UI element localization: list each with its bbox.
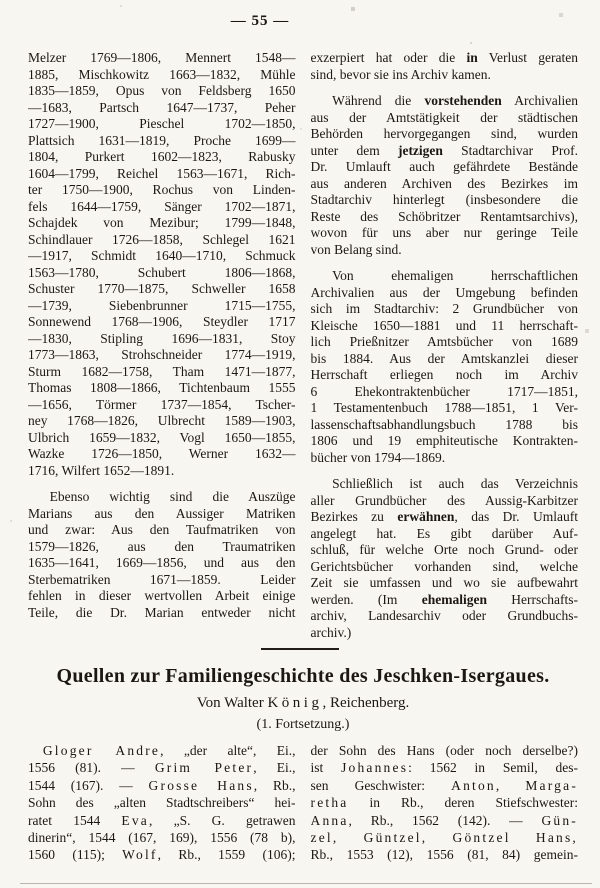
text-line: Schließlich ist auch das Verzeichnis: [332, 476, 578, 491]
text-line: werden. (Im ehemaligen Herrschafts-: [310, 591, 578, 607]
text-line: Wazke 1726—1850, Werner 1632—: [28, 446, 296, 461]
text-line: 1806 und 19 emphiteutische Kontrakten-: [310, 433, 578, 448]
text-line: 1 Testamentenbuch 1788—1851, 1 Ver-: [310, 400, 578, 415]
text-line: fehlen in dieser wertvollen Arbeit einige: [28, 588, 296, 603]
text-line: Schajdek von Mezibur; 1799—1848,: [28, 215, 296, 230]
text-line: retha in Rb., deren Stiefschwester:: [310, 795, 578, 811]
text-line: Ebenso wichtig sind die Auszüge: [49, 489, 296, 504]
text-line: —1683, Partsch 1647—1737, Peher: [28, 99, 296, 115]
text-line: ney 1768—1826, Ulbrecht 1589—1903,: [28, 413, 296, 428]
text-line: Marians aus den Aussiger Matriken: [28, 505, 296, 521]
text-line: 1885, Mischkowitz 1663—1832, Mühle: [28, 66, 296, 82]
text-line: 1604—1799, Reichel 1563—1671, Rich-: [28, 165, 296, 181]
text-line: Kleische 1650—1881 und 11 herrschaft-: [310, 317, 578, 333]
text-line: und zwar: Aus den Taufmatriken von: [28, 522, 296, 537]
byline-author: König: [267, 695, 323, 711]
top-article-columns: [28, 50, 578, 641]
text-line: sen Geschwister: Anton, Marga-: [310, 777, 578, 793]
paragraph: [311, 268, 579, 466]
text-line: Gerichtsbücher vorhanden sind, welche: [310, 558, 578, 574]
page-number: — 55 —: [230, 13, 290, 29]
continuation-note: (1. Fortsetzung.): [256, 717, 350, 732]
text-line: ist Johannes: 1562 in Semil, des-: [310, 760, 578, 776]
paragraph: [311, 50, 579, 83]
text-line: Archivalien aus der Umgebung befinden: [310, 284, 578, 300]
text-line: Dr. Umlauft auch gefährdete Bestände: [310, 159, 578, 174]
text-line: der Sohn des Hans (oder noch derselbe?): [310, 743, 578, 758]
scan-edge-line: [20, 883, 592, 884]
article-title: Quellen zur Familiengeschichte des Jeschken-Isergaues.: [56, 665, 550, 687]
text-line: Sohn des „alten Stadtschreibers“ hei-: [28, 795, 296, 811]
text-line: fels 1644—1759, Sänger 1702—1871,: [28, 198, 296, 214]
text-line: dinerin“, 1544 (167, 169), 1556 (78 b),: [28, 829, 296, 845]
paragraph: [311, 93, 579, 258]
text-line: 1773—1863, Strohschneider 1774—1919,: [28, 347, 296, 362]
text-line: Schindlauer 1726—1858, Schlegel 1621: [28, 231, 296, 247]
text-line: Ulbrich 1659—1832, Vogl 1650—1855,: [28, 429, 296, 445]
text-line: Behörden hervorgegangen sind, wurden: [310, 126, 578, 141]
text-line: 1804, Purkert 1602—1823, Rabusky: [28, 149, 296, 164]
text-line: —1739, Siebenbrunner 1715—1755,: [28, 297, 296, 313]
text-line: archiv.): [310, 624, 352, 640]
top-left-column: [28, 50, 296, 641]
text-line: —1830, Stipling 1696—1831, Stoy: [28, 330, 296, 346]
text-line: wovon für uns aber nur geringe Teile: [310, 225, 578, 240]
text-line: Thomas 1808—1866, Tichtenbaum 1555: [28, 380, 296, 395]
byline-suffix: , Reichenberg.: [322, 695, 410, 711]
text-line: sind, bevor sie ins Archiv kamen.: [310, 66, 491, 82]
text-line: 1716, Wilfert 1652—1891.: [28, 462, 175, 478]
text-line: aller Grundbücher des Aussig-Karbitzer: [310, 492, 578, 508]
text-line: schluß, für welche Orte noch Grund- oder: [310, 542, 578, 557]
text-line: Stadtarchiv hinterlegt (insbesondere die: [310, 192, 578, 207]
text-line: lassenschaftsabhandlungsbuch 1788 bis: [310, 416, 578, 432]
text-line: angelegt hat. Es gibt darüber Auf-: [310, 525, 578, 541]
article-byline: [28, 694, 578, 712]
text-line: aus der Amtstätigkeit der städtischen: [310, 109, 578, 125]
text-line: ter 1750—1900, Rochus von Linden-: [28, 182, 296, 197]
text-line: Sonnewend 1768—1906, Steydler 1717: [28, 314, 296, 329]
paragraph: [28, 742, 296, 864]
text-line: 6 Ehekontraktenbücher 1717—1851,: [310, 383, 578, 399]
text-line: ratet 1544 Eva, „S. G. getrawen: [28, 812, 296, 828]
text-line: unter dem jetzigen Stadtarchivar Prof.: [310, 142, 578, 158]
text-line: 1544 (167). — Grosse Hans, Rb.,: [28, 777, 296, 793]
paragraph: [311, 742, 579, 864]
text-line: Während die vorstehenden Archivalien: [332, 93, 578, 108]
text-line: archiv, Landesarchiv oder Grundbuchs-: [310, 608, 578, 623]
text-line: Melzer 1769—1806, Mennert 1548—: [28, 50, 296, 65]
text-line: Von ehemaligen herrschaftlichen: [332, 268, 578, 283]
text-line: Sterbematriken 1671—1859. Leider: [28, 571, 296, 587]
text-line: Sturm 1682—1758, Tham 1471—1877,: [28, 363, 296, 379]
text-line: —1917, Schmidt 1640—1710, Schmuck: [28, 248, 296, 263]
text-line: 1563—1780, Schubert 1806—1868,: [28, 264, 296, 280]
text-line: zel, Güntzel, Göntzel Hans,: [310, 829, 578, 845]
article-body-columns: [28, 742, 578, 864]
paragraph: [311, 476, 579, 641]
text-line: 1727—1900, Pieschel 1702—1850,: [28, 116, 296, 131]
top-right-column: [311, 50, 579, 641]
text-line: Teile, die Dr. Marian entweder nicht: [28, 604, 296, 620]
text-line: 1835—1859, Opus von Feldsberg 1650: [28, 83, 296, 98]
text-line: Schuster 1770—1875, Schweller 1658: [28, 281, 296, 296]
text-line: Gloger Andre, „der alte“, Ei.,: [42, 743, 296, 758]
text-line: lich Prießnitzer Amtsbücher von 1689: [310, 334, 578, 349]
article-left-column: [28, 742, 296, 864]
scan-noise: [0, 0, 2, 2]
text-line: Reste des Schöbritzer Rentamtsarchivs),: [310, 208, 578, 224]
byline-prefix: Von Walter: [196, 695, 268, 711]
text-line: bücher von 1794—1869.: [310, 449, 446, 465]
text-line: 1556 (81). — Grim Peter, Ei.,: [28, 760, 296, 776]
text-line: 1579—1826, aus den Traumatriken: [28, 538, 296, 554]
text-line: aus anderen Archiven des Bezirkes im: [310, 175, 578, 191]
page-content: [28, 50, 578, 864]
text-line: Plattsich 1631—1819, Proche 1699—: [28, 132, 296, 148]
text-line: bis 1884. Aus der Amtskanzlei dieser: [310, 350, 578, 366]
text-line: Rb., 1553 (12), 1556 (81, 84) gemein-: [310, 847, 578, 863]
article-right-column: [311, 742, 579, 864]
text-line: exzerpiert hat oder die in Verlust geraten: [310, 50, 578, 65]
text-line: sich im Stadtarchiv: 2 Grundbücher von: [310, 301, 578, 316]
text-line: von Belang sind.: [310, 241, 402, 257]
paragraph: [28, 489, 296, 621]
text-line: Herrschaft erliegen noch im Archiv: [310, 367, 578, 382]
paragraph: [28, 50, 296, 479]
text-line: Zeit sie umfassen und wo sie aufbewahrt: [310, 575, 578, 590]
text-line: Anna, Rb., 1562 (142). — Gün-: [310, 812, 578, 828]
text-line: Bezirkes zu erwähnen, das Dr. Umlauft: [310, 509, 578, 524]
text-line: 1635—1641, 1669—1856, und aus den: [28, 555, 296, 570]
text-line: 1560 (115); Wolf, Rb., 1559 (106);: [28, 847, 296, 863]
article-divider-rule: [261, 648, 339, 650]
text-line: —1656, Törmer 1737—1854, Tscher-: [28, 396, 296, 412]
